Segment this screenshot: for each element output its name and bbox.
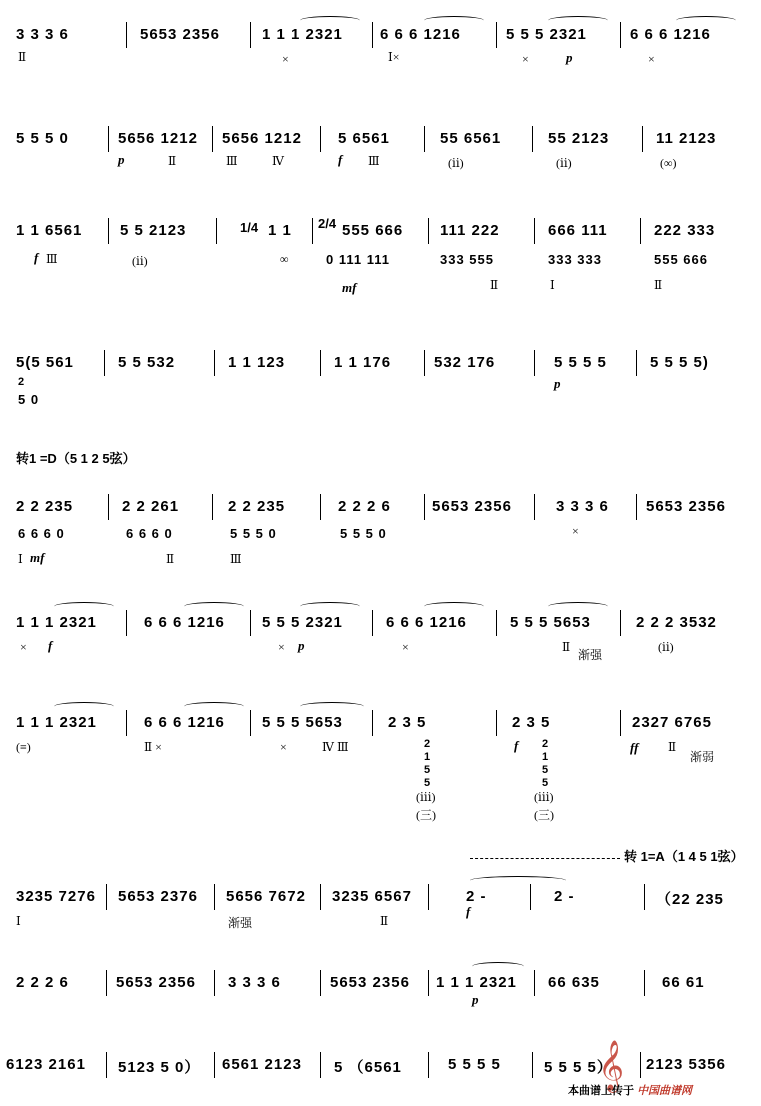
measure: 6 6 6 1216 — [144, 714, 225, 731]
barline — [212, 494, 213, 520]
measure: 1 1 — [268, 222, 292, 239]
measure: 5 5 5 2321 — [506, 26, 587, 43]
annotation: × — [522, 52, 529, 66]
score-system-10 — [0, 1042, 761, 1082]
measure: 2 2 261 — [122, 498, 180, 515]
slur — [184, 702, 244, 711]
slur — [300, 702, 364, 711]
barline — [428, 884, 429, 910]
dynamic-mark: f — [466, 904, 471, 919]
time-signature: 2/4 — [318, 216, 337, 231]
barline — [496, 610, 497, 636]
annotation: Ⅱ — [490, 278, 499, 292]
measure: 5 5 5 5) — [650, 354, 709, 371]
slur — [470, 876, 566, 885]
barline — [636, 350, 637, 376]
extra-note: 5 0 — [18, 392, 40, 407]
measure: 5653 2356 — [116, 974, 196, 991]
measure: 532 176 — [434, 354, 496, 371]
barline — [214, 970, 215, 996]
measure: 1 1 123 — [228, 354, 286, 371]
score-system-7 — [0, 700, 761, 822]
measure: 5 5 2123 — [120, 222, 187, 239]
annotation: (ⅲ) — [534, 790, 554, 804]
measure: 5 6561 — [338, 130, 390, 147]
barline — [312, 218, 313, 244]
measure: 555 666 — [342, 222, 404, 239]
barline — [250, 610, 251, 636]
measure: 2 2 2 3532 — [636, 614, 717, 631]
slur — [424, 16, 484, 25]
barline — [620, 710, 621, 736]
barline — [372, 22, 373, 48]
measure: 5653 2356 — [140, 26, 220, 43]
annotation: × — [648, 52, 655, 66]
measure: 5 5 5 5 — [448, 1056, 501, 1073]
barline — [534, 218, 535, 244]
annotation: × — [280, 740, 287, 754]
measure: 3 3 3 6 — [556, 498, 609, 515]
annotation: × — [20, 640, 27, 654]
score-system-9 — [0, 960, 761, 1007]
measure: 5(5 561 — [16, 354, 74, 371]
barline — [534, 494, 535, 520]
barline — [424, 494, 425, 520]
barline — [108, 218, 109, 244]
barline — [534, 970, 535, 996]
dynamic-mark: f — [338, 152, 343, 167]
barline — [320, 350, 321, 376]
measure: 5656 1212 — [118, 130, 198, 147]
measure: 2327 6765 — [632, 714, 712, 731]
annotation: Ⅱ — [168, 154, 177, 168]
slur — [548, 16, 608, 25]
measure: 3 3 3 6 — [16, 26, 69, 43]
annotation: Ⅱ × — [144, 740, 162, 754]
barline — [644, 884, 645, 910]
barline — [644, 970, 645, 996]
measure: 666 111 — [548, 222, 608, 239]
measure: 2 2 2 6 — [16, 974, 69, 991]
barline — [530, 884, 531, 910]
measure: 2 3 5 — [388, 714, 427, 731]
annotation: Ⅰ× — [388, 50, 400, 64]
key-change-heading: 转1 =D（5 1 2 5弦） — [16, 451, 136, 466]
lower-voice: 5 5 5 0 — [340, 526, 387, 541]
measure: 5653 2356 — [432, 498, 512, 515]
measure: 3 3 3 6 — [228, 974, 281, 991]
annotation: ∞ — [280, 252, 289, 266]
measure: 66 61 — [662, 974, 705, 991]
barline — [636, 494, 637, 520]
annotation: (ⅱ) — [132, 254, 148, 268]
measure: 6 6 6 1216 — [386, 614, 467, 631]
measure: 66 635 — [548, 974, 600, 991]
dashed-line — [470, 858, 620, 859]
measure: 55 6561 — [440, 130, 502, 147]
barline — [320, 970, 321, 996]
dynamic-mark: mf — [342, 280, 357, 295]
annotation: (ⅱ) — [448, 156, 464, 170]
barline — [496, 22, 497, 48]
barline — [320, 884, 321, 910]
annotation: Ⅱ — [668, 740, 677, 754]
measure: 55 2123 — [548, 130, 610, 147]
annotation: × — [282, 52, 289, 66]
annotation: Ⅱ — [654, 278, 663, 292]
barline — [640, 1052, 641, 1078]
annotation: (ⅱ) — [556, 156, 572, 170]
annotation: Ⅰ — [16, 914, 21, 928]
barline — [424, 350, 425, 376]
barline — [250, 710, 251, 736]
dynamic-mark: mf — [30, 550, 45, 565]
annotation: Ⅳ — [272, 154, 284, 168]
measure: （22 235 — [656, 891, 724, 908]
measure: 2 2 2 6 — [338, 498, 391, 515]
measure: 5 5 5 0 — [16, 130, 69, 147]
barline — [216, 218, 217, 244]
dynamic-mark: f — [48, 638, 53, 653]
slur — [472, 962, 524, 971]
annotation: Ⅲ — [368, 154, 380, 168]
dynamic-mark: f — [34, 250, 39, 265]
slur — [184, 602, 244, 611]
measure: 5 5 5 5653 — [510, 614, 591, 631]
annotation: (ⅲ) — [416, 790, 436, 804]
measure: 5653 2376 — [118, 888, 198, 905]
barline — [428, 970, 429, 996]
annotation: Ⅱ — [18, 50, 27, 64]
score-system-1 — [0, 12, 761, 66]
barline — [212, 126, 213, 152]
annotation: (∞) — [660, 156, 677, 170]
measure: 1 1 1 2321 — [262, 26, 343, 43]
measure: 3235 6567 — [332, 888, 412, 905]
stacked-notes: 2 1 5 5 — [541, 738, 549, 789]
dynamic-mark: p — [118, 152, 125, 167]
measure: 2123 5356 — [646, 1056, 726, 1073]
measure: 2 2 235 — [228, 498, 286, 515]
barline — [320, 126, 321, 152]
measure: 6 6 6 1216 — [630, 26, 711, 43]
measure: 111 222 — [440, 222, 500, 239]
lower-voice: 333 555 — [440, 252, 494, 267]
measure: 6 6 6 1216 — [144, 614, 225, 631]
annotation: × — [572, 524, 579, 538]
measure: 1 1 1 2321 — [16, 614, 97, 631]
barline — [104, 350, 105, 376]
barline — [428, 218, 429, 244]
annotation: (三) — [416, 808, 436, 822]
barline — [496, 710, 497, 736]
annotation: (三) — [534, 808, 554, 822]
score-system-2 — [0, 116, 761, 170]
barline — [106, 970, 107, 996]
slur — [300, 16, 360, 25]
annotation: (≡) — [16, 740, 31, 754]
measure: 5656 7672 — [226, 888, 306, 905]
annotation: Ⅱ — [166, 552, 175, 566]
lower-voice: 6 6 6 0 — [126, 526, 173, 541]
measure: 5 5 5 5653 — [262, 714, 343, 731]
annotation: Ⅱ — [562, 640, 571, 654]
measure: 2 2 235 — [16, 498, 74, 515]
footer-brand: 中国曲谱网 — [637, 1085, 693, 1097]
measure: 1 1 6561 — [16, 222, 83, 239]
barline — [320, 1052, 321, 1078]
stacked-notes: 2 1 5 5 — [423, 738, 431, 789]
dynamic-mark: ff — [630, 740, 639, 755]
measure: 5 5 5 5 — [554, 354, 607, 371]
lower-voice: 555 666 — [654, 252, 708, 267]
lower-voice: 6 6 6 0 — [18, 526, 65, 541]
footer-watermark — [568, 1082, 692, 1098]
barline — [372, 710, 373, 736]
annotation: Ⅱ — [380, 914, 389, 928]
barline — [126, 710, 127, 736]
barline — [106, 884, 107, 910]
annotation: Ⅲ — [230, 552, 242, 566]
barline — [428, 1052, 429, 1078]
score-system-5 — [0, 484, 761, 566]
slur — [548, 602, 608, 611]
extra-note: 2 — [18, 376, 26, 388]
barline — [532, 1052, 533, 1078]
measure: 5656 1212 — [222, 130, 302, 147]
barline — [108, 494, 109, 520]
barline — [372, 610, 373, 636]
dynamic-mark: p — [298, 638, 305, 653]
treble-clef-logo: 𝄞 — [598, 1040, 625, 1091]
slur — [300, 602, 360, 611]
measure: 3235 7276 — [16, 888, 96, 905]
measure: 5 5 5 2321 — [262, 614, 343, 631]
dynamic-mark: p — [472, 992, 479, 1007]
barline — [214, 1052, 215, 1078]
measure: 1 1 1 2321 — [436, 974, 517, 991]
dynamic-mark: p — [566, 50, 573, 65]
barline — [620, 610, 621, 636]
lower-voice: 5 5 5 0 — [230, 526, 277, 541]
annotation: 渐强 — [228, 916, 253, 930]
score-system-3 — [0, 208, 761, 295]
annotation: Ⅰ — [550, 278, 555, 292]
score-system-8 — [0, 874, 761, 930]
barline — [214, 884, 215, 910]
lower-voice: 333 333 — [548, 252, 602, 267]
annotation: Ⅲ — [46, 252, 58, 266]
barline — [214, 350, 215, 376]
slur — [54, 602, 114, 611]
annotation: × — [278, 640, 285, 654]
footer-text: 本曲谱上传于 — [568, 1085, 634, 1097]
score-system-6 — [0, 600, 761, 662]
annotation: 渐弱 — [690, 750, 715, 764]
dynamic-mark: p — [554, 376, 561, 391]
measure: 5123 5 0） — [118, 1059, 201, 1076]
key-change-heading: 转 1=A（1 4 5 1弦） — [624, 849, 744, 864]
barline — [620, 22, 621, 48]
measure: 11 2123 — [656, 130, 717, 147]
dynamic-mark: f — [514, 738, 519, 753]
measure: 5 5 5 5） — [544, 1059, 613, 1076]
measure: 222 333 — [654, 222, 716, 239]
measure: 2 3 5 — [512, 714, 551, 731]
barline — [642, 126, 643, 152]
barline — [534, 350, 535, 376]
barline — [106, 1052, 107, 1078]
slur — [676, 16, 736, 25]
barline — [108, 126, 109, 152]
annotation: × — [402, 640, 409, 654]
barline — [320, 494, 321, 520]
measure: 5653 2356 — [646, 498, 726, 515]
barline — [640, 218, 641, 244]
measure: 2 - — [466, 888, 487, 905]
score-system-4 — [0, 340, 761, 407]
slur — [54, 702, 114, 711]
barline — [250, 22, 251, 48]
annotation: Ⅲ — [226, 154, 238, 168]
annotation: Ⅰ — [18, 552, 23, 566]
measure: 5653 2356 — [330, 974, 410, 991]
measure: 6561 2123 — [222, 1056, 302, 1073]
measure: 2 - — [554, 888, 575, 905]
barline — [126, 22, 127, 48]
barline — [532, 126, 533, 152]
measure: 6123 2161 — [6, 1056, 86, 1073]
barline — [126, 610, 127, 636]
barline — [424, 126, 425, 152]
annotation: 渐强 — [578, 648, 603, 662]
lower-voice: 0 111 111 — [326, 252, 390, 267]
slur — [424, 602, 484, 611]
time-signature: 1/4 — [240, 220, 259, 235]
annotation: (ⅱ) — [658, 640, 674, 654]
measure: 5 （6561 — [334, 1059, 402, 1076]
annotation: Ⅳ Ⅲ — [322, 740, 349, 754]
measure: 1 1 1 2321 — [16, 714, 97, 731]
measure: 1 1 176 — [334, 354, 392, 371]
measure: 5 5 532 — [118, 354, 176, 371]
measure: 6 6 6 1216 — [380, 26, 461, 43]
